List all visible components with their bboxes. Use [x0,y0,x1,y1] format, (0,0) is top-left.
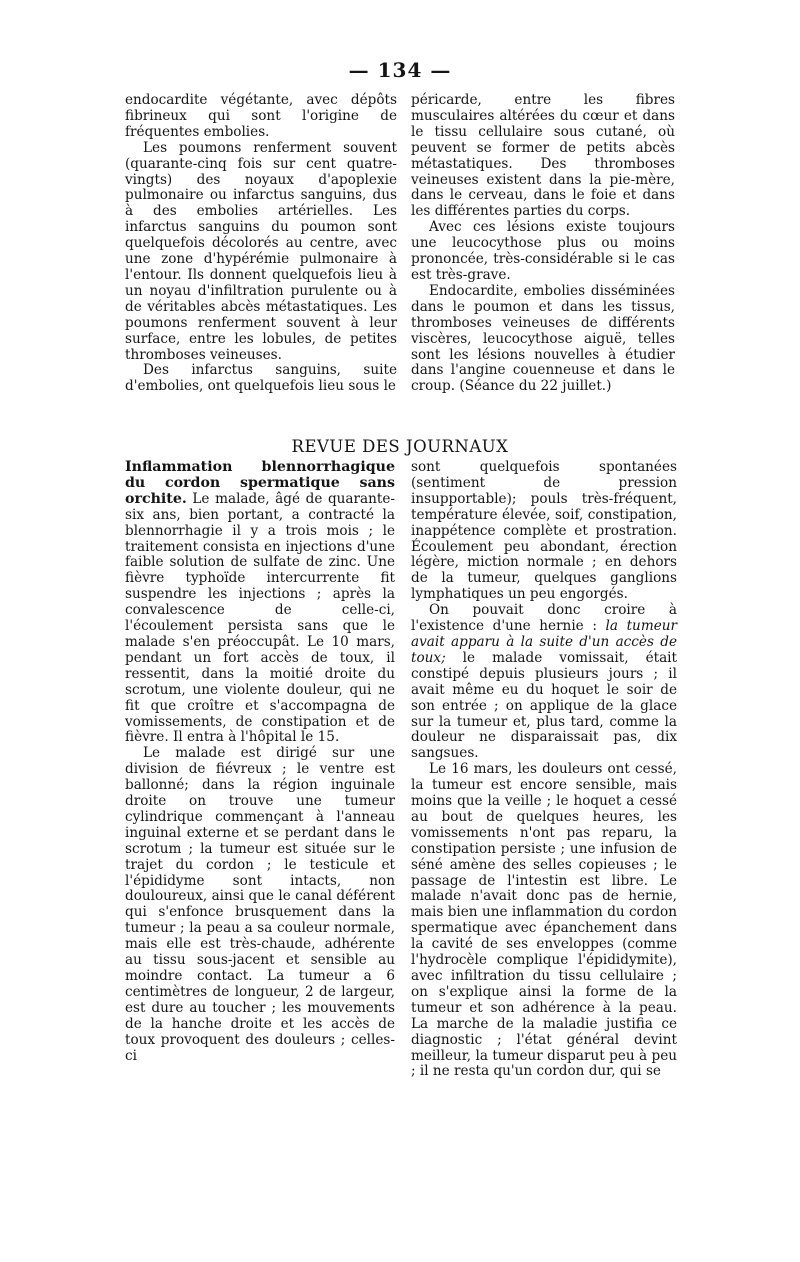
paragraph: Les poumons renferment souvent (quarante-cinq fois sur cent quatre-vingts) des noyaux d'apoplexie pulmonaire ou infarctus sanguins, dus à des embolies artérielles. Les infarctus sanguins du poumon sont quelquefois décolorés au centre, avec une zone d'hypérémie pulmonaire à l'entour. Ils donnent quelquefois lieu à un noyau d'infiltration purulente ou à de véritables abcès métastatiques. Les poumons renferment souvent à leur surface, entre les lobules, de petites thromboses veineuses. [125,139,397,363]
paragraph-text: On pouvait donc croire à l'existence d'une hernie : [411,602,677,635]
article-title: Inflammation blennorrhagique du cordon spermatique sans orchite. [125,459,395,507]
article-left-column [125,460,395,1064]
paragraph-text: le malade vomissait, était constipé depuis plusieurs jours ; il avait même eu du hoquet le soir de son entrée ; on applique de la glace sur la tumeur et, plus tard, comme la douleur ne disparaissait pas, dix sangsues. [411,649,677,762]
section-heading: REVUE DES JOURNAUX [291,437,509,456]
italic-emphasis: la tumeur avait apparu à la suite d'un accès de toux; [411,618,678,666]
page-number: — 134 — [348,58,452,82]
top-left-column [125,93,397,395]
paragraph: péricarde, entre les fibres musculaires altérées du cœur et dans le tissu cellulaire sous cutané, où peuvent se former de petits abcès métastatiques. Des thromboses veineuses existent dans la pie-mère, dans le cerveau, dans le foie et dans les différentes parties du corps. [411,92,675,220]
top-right-column [411,93,675,395]
paragraph [411,603,677,762]
paragraph: Endocardite, embolies disséminées dans le poumon et dans les tissus, thromboses veineuses de différents viscères, leucocythose aiguë, telles sont les lésions nouvelles à étudier dans l'angine couenneuse et dans le croup. (Séance du 22 juillet.) [411,282,675,395]
article-first-paragraph [125,460,395,746]
paragraph: Avec ces lésions existe toujours une leucocythose plus ou moins prononcée, très-considérable si le cas est très-grave. [411,219,675,283]
paragraph: Le 16 mars, les douleurs ont cessé, la tumeur est encore sensible, mais moins que la veille ; le hoquet a cessé au bout de quelques heures, les vomissements n'ont pas reparu, la constipation persiste ; une infusion de séné amène des selles copieuses ; le passage de l'intestin est libre. Le malade n'avait donc pas de hernie, mais bien une inflammation du cordon spermatique avec épanchement dans la cavité de ses enveloppes (comme l'hydrocèle complique l'épididymite), avec infiltration du tissu cellulaire ; on s'explique ainsi la forme de la tumeur et son adhérence à la peau. La marche de la maladie justifia ce diagnostic ; l'état général devint meilleur, la tumeur disparut peu à peu ; il ne resta qu'un cordon dur, qui se [411,761,677,1080]
paragraph: endocardite végétante, avec dépôts fibrineux qui sont l'origine de fréquentes embolies. [125,92,397,140]
paragraph: Des infarctus sanguins, suite d'embolies, ont quelquefois lieu sous le [125,362,397,395]
paragraph-text: Le malade, âgé de quarante-six ans, bien portant, a contracté la blennorrhagie il y a trois mois ; le traitement consista en injections d'une faible solution de sulfate de zinc. Une fièvre typhoïde intercurrente fit suspendre les injections ; après la convalescence de celle-ci, l'écoulement persista sans que le malade s'en préoccupât. Le 10 mars, pendant un fort accès de toux, il ressentit, dans la moitié droite du scrotum, une violente douleur, qui ne fit que croître et s'accompagna de vomissements, de constipation et de fièvre. Il entra à l'hôpital le 15. [125,490,395,746]
paragraph: sont quelquefois spontanées (sentiment de pression insupportable); pouls très-fréquent, température élevée, soif, constipation, inappétence complète et prostration. Écoulement peu abondant, érection légère, miction normale ; en dehors de la tumeur, quelques ganglions lymphatiques un peu engorgés. [411,459,677,603]
paragraph: Le malade est dirigé sur une division de fiévreux ; le ventre est ballonné; dans la région inguinale droite on trouve une tumeur cylindrique commençant à l'anneau inguinal externe et se perdant dans le scrotum ; la tumeur est située sur le trajet du cordon ; le testicule et l'épididyme sont intacts, non douloureux, ainsi que le canal déférent qui s'enfonce brusquement dans la tumeur ; la peau a sa couleur normale, mais elle est très-chaude, adhérente au tissu sous-jacent et sensible au moindre contact. La tumeur a 6 centimètres de longueur, 2 de largeur, est dure au toucher ; les mouvements de la hanche droite et les accès de toux provoquent des douleurs ; celles-ci [125,745,395,1064]
article-right-column [411,460,677,1080]
